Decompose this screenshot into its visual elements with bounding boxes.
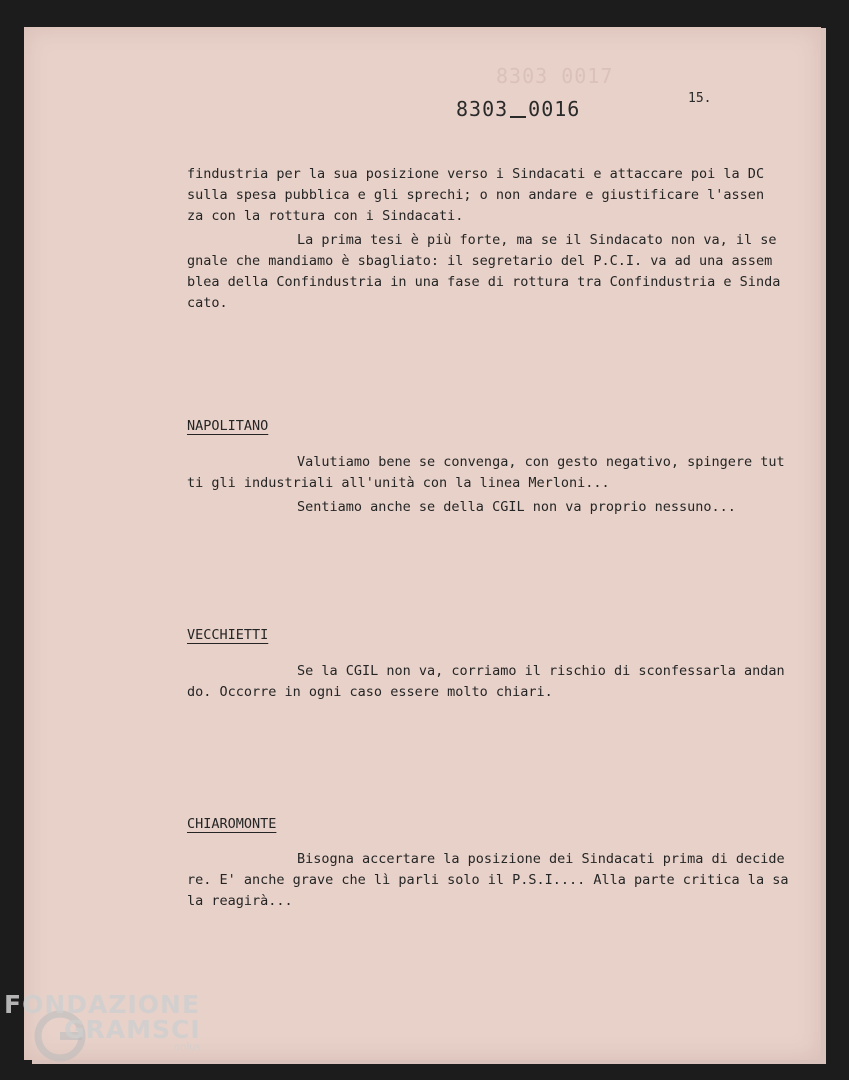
- stamp-dash: [510, 116, 526, 118]
- bleed-through-stamp: 8303 0017: [496, 64, 614, 88]
- text-line: za con la rottura con i Sindacati.: [187, 208, 464, 224]
- text-line: Se la CGIL non va, corriamo il rischio di sconfessarla andan: [297, 663, 785, 679]
- text-line: la reagirà...: [187, 893, 293, 909]
- text-line: cato.: [187, 295, 228, 311]
- speaker-name: CHIAROMONTE: [187, 816, 277, 832]
- speaker-name: NAPOLITANO: [187, 418, 269, 434]
- fondazione-gramsci-watermark: [4, 990, 201, 1053]
- text-line: Sentiamo anche se della CGIL non va proprio nessuno...: [297, 499, 736, 515]
- text-line: sulla spesa pubblica e gli sprechi; o non andare e giustificare l'assen: [187, 187, 765, 203]
- text-line: gnale che mandiamo è sbagliato: il segretario del P.C.I. va ad una assem: [187, 253, 773, 269]
- text-line: Bisogna accertare la posizione dei Sindacati prima di decide: [297, 851, 785, 867]
- text-line: ti gli industriali all'unità con la linea Merloni...: [187, 475, 610, 491]
- text-line: findustria per la sua posizione verso i Sindacati e attaccare poi la DC: [187, 166, 765, 182]
- archive-stamp: [456, 97, 580, 121]
- text-line: Valutiamo bene se convenga, con gesto negativo, spingere tut: [297, 454, 785, 470]
- text-line: re. E' anche grave che lì parli solo il P.S.I.... Alla parte critica la sa: [187, 872, 789, 888]
- watermark-line-2: GRAMSCI: [64, 1015, 201, 1044]
- speaker-name: VECCHIETTI: [187, 627, 269, 643]
- text-line: La prima tesi è più forte, ma se il Sindacato non va, il se: [297, 232, 777, 248]
- page-number: 15.: [688, 91, 712, 106]
- archive-stamp-number: 8303: [456, 97, 509, 121]
- watermark-line-1: FONDAZIONE: [4, 990, 201, 1019]
- archive-stamp-suffix: 0016: [528, 97, 581, 121]
- text-line: blea della Confindustria in una fase di rottura tra Confindustria e Sinda: [187, 274, 781, 290]
- text-line: do. Occorre in ogni caso essere molto chiari.: [187, 684, 553, 700]
- watermark-line-3: onlus: [174, 1042, 201, 1053]
